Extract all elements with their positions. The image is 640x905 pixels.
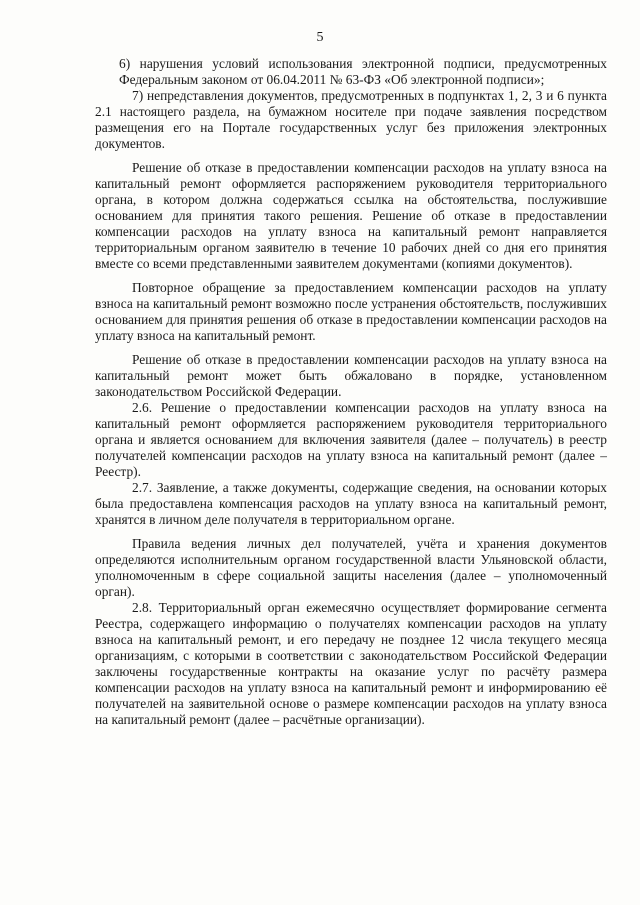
paragraph-item-7: 7) непредставления документов, предусмотренных в подпунктах 1, 2, 3 и 6 пункта 2.1 настоящего раздела, на бумажном носителе при подаче заявления посредством размещения его на Портале государственных услуг без приложения электронных документов. [95, 88, 607, 151]
paragraph-refusal-decision: Решение об отказе в предоставлении компенсации расходов на уплату взноса на капитальный ремонт оформляется распоряжением руководителя территориального органа, в котором должна содержаться ссылка на обстоятельства, послужившие основанием для принятия такого решения. Решение об отказе в предоставлении компенсации расходов на уплату взноса на капитальный ремонт направляется территориальным органом заявителю в течение 10 рабочих дней со дня его принятия вместе со всеми представленными заявителем документами (копиями документов). [95, 160, 607, 271]
paragraph-2-7: 2.7. Заявление, а также документы, содержащие сведения, на основании которых была предоставлена компенсация расходов на уплату взноса на капитальный ремонт, хранятся в личном деле получателя в территориальном органе. [95, 480, 607, 527]
paragraph-item-6: 6) нарушения условий использования электронной подписи, предусмотренных Федеральным законом от 06.04.2011 № 63-ФЗ «Об электронной подписи»; [119, 56, 607, 87]
paragraph-2-8: 2.8. Территориальный орган ежемесячно осуществляет формирование сегмента Реестра, содержащего информацию о получателях компенсации расходов на уплату взноса на капитальный ремонт, и его передачу не позднее 12 числа текущего месяца организациям, с которыми в соответствии с законодательством Российской Федерации заключены государственные контракты на оказание услуг по расчёту размера компенсации расходов на уплату взноса на капитальный ремонт и информированию её получателей на заявительной основе о размере компенсации расходов на уплату взноса на капитальный ремонт (далее – расчётные организации). [95, 600, 607, 727]
paragraph-appeal: Решение об отказе в предоставлении компенсации расходов на уплату взноса на капитальный ремонт может быть обжаловано в порядке, установленном законодательством Российской Федерации. [95, 352, 607, 399]
document-body [95, 56, 607, 728]
page-number: 5 [316, 30, 324, 45]
paragraph-repeat-request: Повторное обращение за предоставлением компенсации расходов на уплату взноса на капитальный ремонт возможно после устранения обстоятельств, послуживших основанием для принятия решения об отказе в предоставлении компенсации расходов на уплату взноса на капитальный ремонт. [95, 280, 607, 343]
paragraph-2-6: 2.6. Решение о предоставлении компенсации расходов на уплату взноса на капитальный ремонт оформляется распоряжением руководителя территориального органа и является основанием для включения заявителя (далее – получатель) в реестр получателей компенсации расходов на уплату взноса на капитальный ремонт (далее – Реестр). [95, 400, 607, 479]
paragraph-personal-files: Правила ведения личных дел получателей, учёта и хранения документов определяются исполнительным органом государственной власти Ульяновской области, уполномоченным в сфере социальной защиты населения (далее – уполномоченный орган). [95, 536, 607, 599]
